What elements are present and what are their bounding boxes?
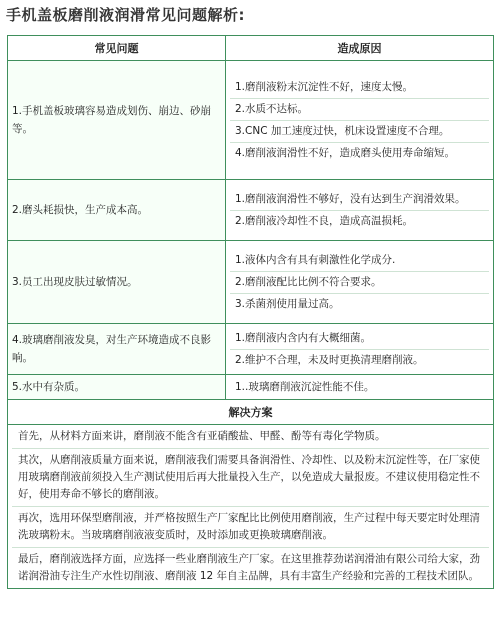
- cause-item: 1..玻璃磨削液沉淀性能不佳。: [235, 380, 375, 393]
- cause-cell: [226, 241, 494, 324]
- cause-item: 4.磨削液润滑性不好，造成磨头使用寿命缩短。: [235, 146, 456, 159]
- problem-cause-table: [7, 35, 494, 589]
- problem-cell: 4.玻璃磨削液发臭，对生产环境造成不良影响。: [8, 324, 226, 375]
- header-cause: 造成原因: [226, 36, 494, 61]
- cause-item: 1.液体内含有具有刺激性化学成分.: [230, 250, 489, 272]
- header-problem: 常见问题: [8, 36, 226, 61]
- cause-cell: [226, 61, 494, 180]
- table-header-row: [8, 36, 494, 61]
- cause-item: 1.磨削液粉末沉淀性不好，速度太慢。: [230, 77, 489, 99]
- table-row: [8, 241, 494, 324]
- solution-header-row: [8, 400, 494, 425]
- solution-paragraph: 首先，从材料方面来讲，磨削液不能含有亚硝酸盐、甲醛、酚等有毒化学物质。: [12, 425, 489, 449]
- cause-item: 2.水质不达标。: [230, 99, 489, 121]
- problem-cell: 1.手机盖板玻璃容易造成划伤、崩边、砂崩等。: [8, 61, 226, 180]
- solution-paragraph: 其次，从磨削液质量方面来说，磨削液我们需要具备润滑性、冷却性、以及粉末沉淀性等，在厂家使用玻璃磨削液前须投入生产测试使用后再大批量投入生产，以免造成大量报废。不建议使用稳定性不好，使用寿命不够长的磨削液。: [12, 449, 489, 507]
- solution-row: [8, 425, 494, 589]
- solution-header: 解决方案: [8, 400, 494, 425]
- solution-cell: [8, 425, 494, 589]
- page-title: 手机盖板磨削液润滑常见问题解析:: [6, 6, 246, 24]
- cause-item: 1.磨削液内含内有大概细菌。: [230, 328, 489, 350]
- cause-item: 2.维护不合理，未及时更换清理磨削液。: [235, 353, 424, 366]
- table-row: [8, 375, 494, 400]
- cause-item: 2.磨削液冷却性不良，造成高温损耗。: [235, 214, 414, 227]
- cause-cell: [226, 180, 494, 241]
- cause-item: 3.CNC 加工速度过快，机床设置速度不合理。: [230, 121, 489, 143]
- cause-cell: [226, 375, 494, 400]
- solution-paragraph: 最后，磨削液选择方面，应选择一些业磨削液生产厂家。在这里推荐劲诺润滑油有限公司给大家，劲诺润滑油专注生产水性切削液、磨削液 12 年自主品牌，具有丰富生产经验和完善的工程技术团队。: [18, 553, 480, 582]
- cause-item: 3.杀菌剂使用量过高。: [235, 297, 340, 310]
- table-row: [8, 180, 494, 241]
- table-row: [8, 324, 494, 375]
- cause-item: 2.磨削液配比比例不符合要求。: [230, 272, 489, 294]
- solution-paragraph: 再次，选用环保型磨削液，并严格按照生产厂家配比比例使用磨削液，生产过程中每天要定时处理清洗玻璃粉末。当玻璃磨削液液变质时，及时添加或更换玻璃磨削液。: [12, 507, 489, 548]
- cause-cell: [226, 324, 494, 375]
- problem-cell: 3.员工出现皮肤过敏情况。: [8, 241, 226, 324]
- table-row: [8, 61, 494, 180]
- problem-cell: 2.磨头耗损快，生产成本高。: [8, 180, 226, 241]
- problem-cell: 5.水中有杂质。: [8, 375, 226, 400]
- cause-item: 1.磨削液润滑性不够好，没有达到生产润滑效果。: [230, 189, 489, 211]
